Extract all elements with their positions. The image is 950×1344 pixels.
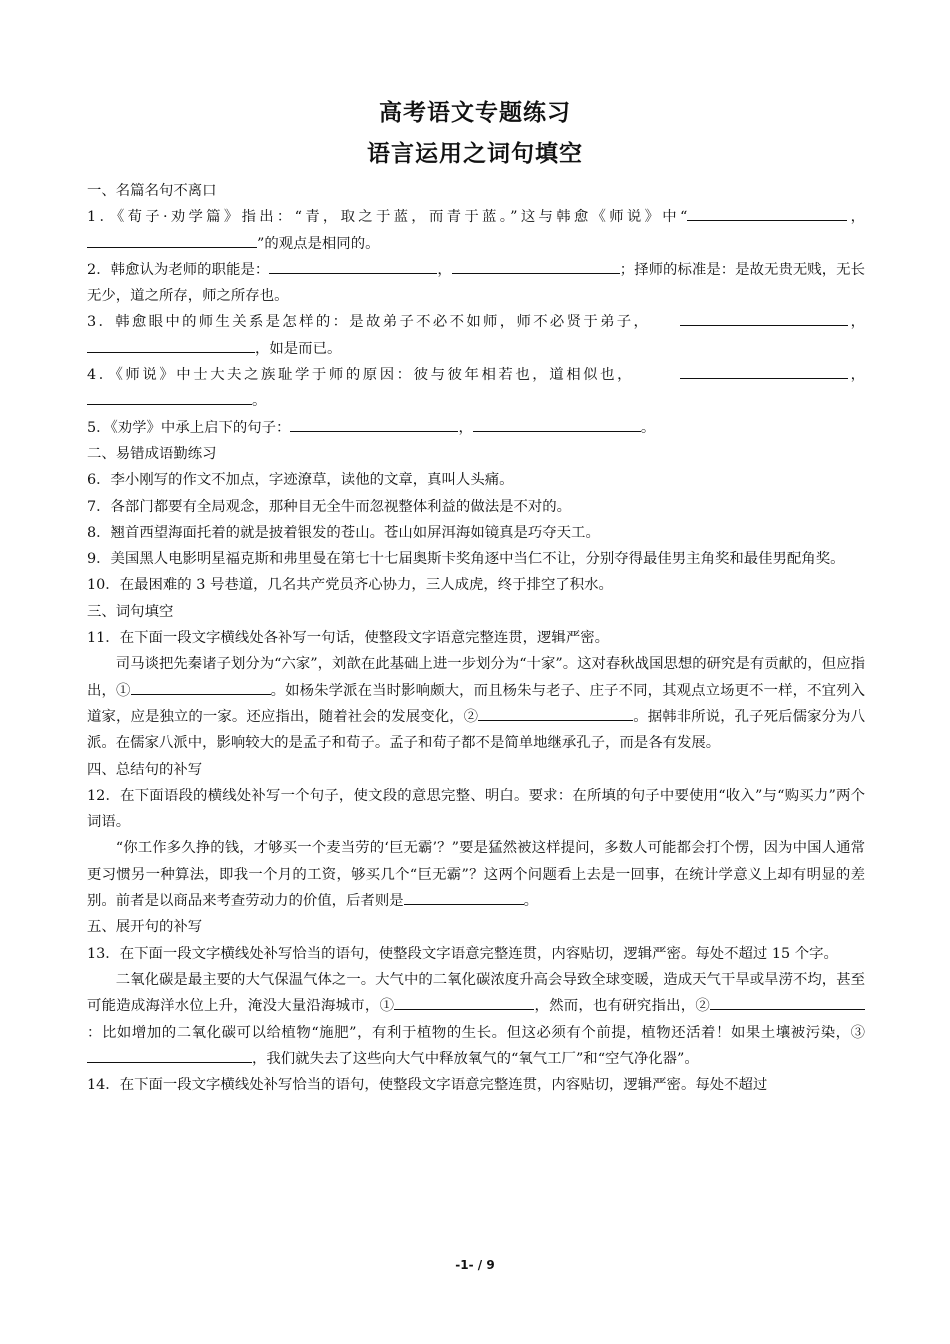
- question-12: 12．在下面语段的横线处补写一个句子，使文段的意思完整、明白。要求：在所填的句子中要使用“收入”与“购买力”两个词语。: [87, 787, 865, 831]
- section-heading: 一、名篇名句不离口: [87, 183, 217, 199]
- answer-blank[interactable]: [710, 993, 865, 1010]
- question-13: 13．在下面一段文字横线处补写恰当的语句，使整段文字语意完整连贯，内容贴切，逻辑严密。每处不超过 15 个字。: [87, 945, 838, 962]
- question-6: 6．李小刚写的作文不加点，字迹潦草，读他的文章，真叫人头痛。: [87, 472, 514, 489]
- answer-blank[interactable]: [87, 388, 252, 405]
- passage-12: “你工作多久挣的钱，才够买一个麦当劳的‘巨无霸’？”要是猛然被这样提问，多数人可能都会打个愣，因为中国人通常更习惯另一种算法，即我一个月的工资，够买几个“巨无霸”？这两个问题看上去是一回事，在统计学意义上却有明显的差别。前者是以商品来考查劳动力的价值，后者则是 。: [87, 840, 865, 910]
- question-8: 8．翘首西望海面托着的就是披着银发的苍山。苍山如屏洱海如镜真是巧夺天工。: [87, 524, 600, 541]
- answer-blank[interactable]: [478, 704, 633, 721]
- answer-blank[interactable]: [394, 993, 534, 1010]
- document-title: 高考语文专题练习: [379, 100, 571, 126]
- answer-blank[interactable]: [680, 309, 848, 326]
- section-heading: 四、总结句的补写: [87, 761, 203, 778]
- question-9: 9．美国黑人电影明星福克斯和弗里曼在第七十七届奥斯卡奖角逐中当仁不让，分别夺得最佳男主角奖和最佳男配角奖。: [87, 551, 845, 568]
- answer-blank[interactable]: [87, 231, 257, 248]
- question-1: 1．《荀子·劝学篇》指出：“青，取之于蓝，而青于蓝。”这与韩愈《师说》中“ ，”的观点是相同的。: [87, 204, 865, 257]
- answer-blank[interactable]: [452, 257, 620, 274]
- passage-13: 二氧化碳是最主要的大气保温气体之一。大气中的二氧化碳浓度升高会导致全球变暖，造成天气干旱或旱涝不均，甚至可能造成海洋水位上升，淹没大量沿海城市，① ，然而，也有研究指出，②：比如增加的二氧化碳可以给植物“施肥”，有利于植物的生长。但这必须有个前提，植物还活着！如果土壤被污染，③，我们就失去了这些向大气中释放氧气的“氧气工厂”和“空气净化器”。: [87, 971, 865, 1067]
- question-4: 4．《师说》中士大夫之族耻学于师的原因：彼与彼年相若也，道相似也， ，。: [87, 362, 865, 415]
- question-3: 3．韩愈眼中的师生关系是怎样的：是故弟子不必不如师，师不必贤于弟子， ，，如是而已。: [87, 309, 865, 362]
- answer-blank[interactable]: [404, 888, 524, 905]
- question-10: 10．在最困难的 3 号巷道，几名共产党员齐心协力，三人成虎，终于排空了积水。: [87, 577, 613, 594]
- answer-blank[interactable]: [269, 257, 437, 274]
- question-5: 5．《劝学》中承上启下的句子： ， 。: [87, 415, 865, 441]
- document-body: [87, 178, 865, 1098]
- answer-blank[interactable]: [87, 336, 255, 353]
- question-2: 2．韩愈认为老师的职能是： ， ；择师的标准是：是故无贵无贱，无长无少，道之所存，师之所存也。: [87, 257, 865, 310]
- page-number: -1- / 9: [455, 1258, 495, 1272]
- passage-11: 司马谈把先秦诸子划分为“六家”，刘歆在此基础上进一步划分为“十家”。这对春秋战国思想的研究是有贡献的，但应指出，① 。如杨朱学派在当时影响颇大，而且杨朱与老子、庄子不同，其观点立场更不一样，不宜列入道家，应是独立的一家。还应指出，随着社会的发展变化，② 。据韩非所说，孔子死后儒家分为八派。在儒家八派中，影响较大的是孟子和荀子。孟子和荀子都不是简单地继承孔子，而是各有发展。: [87, 656, 865, 752]
- answer-blank[interactable]: [687, 204, 847, 221]
- document-subtitle: 语言运用之词句填空: [367, 141, 583, 167]
- section-heading: 二、易错成语勤练习: [87, 445, 217, 462]
- section-heading: 三、词句填空: [87, 603, 174, 620]
- answer-blank[interactable]: [290, 415, 458, 432]
- section-heading: 五、展开句的补写: [87, 919, 203, 936]
- answer-blank[interactable]: [473, 415, 641, 432]
- answer-blank[interactable]: [680, 362, 848, 379]
- answer-blank[interactable]: [87, 1046, 252, 1063]
- answer-blank[interactable]: [131, 678, 271, 695]
- question-7: 7．各部门都要有全局观念，那种目无全牛而忽视整体利益的做法是不对的。: [87, 498, 572, 515]
- question-14: 14．在下面一段文字横线处补写恰当的语句，使整段文字语意完整连贯，内容贴切，逻辑严密。每处不超过: [87, 1077, 768, 1094]
- question-11: 11．在下面一段文字横线处各补写一句话，使整段文字语意完整连贯，逻辑严密。: [87, 630, 609, 647]
